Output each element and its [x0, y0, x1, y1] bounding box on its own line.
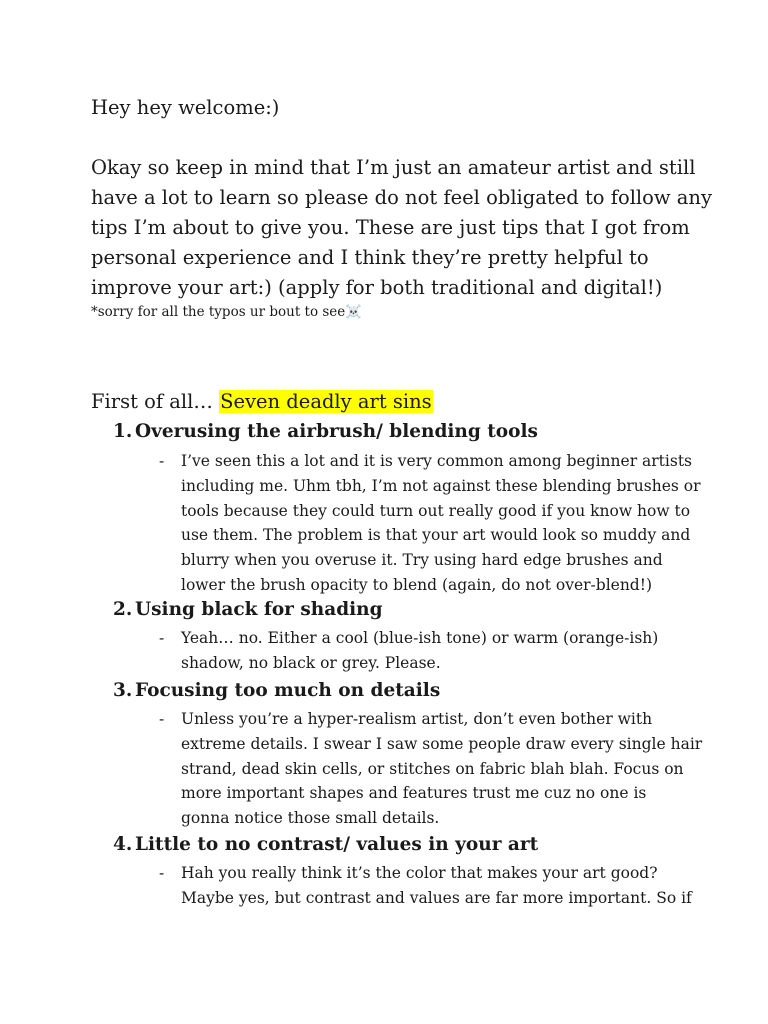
bullet-line: tools because they could turn out really good if you know how to: [181, 501, 691, 520]
sin-3-bullet: [181, 707, 702, 831]
bullet-line: Yeah… no. Either a cool (blue-ish tone) or warm (orange-ish): [181, 629, 659, 647]
bullet-line: Maybe yes, but contrast and values are far more important. So if: [181, 888, 692, 907]
sin-4-bullet: [181, 861, 692, 911]
typo-footnote: *sorry for all the typos ur bout to see☠️: [91, 304, 363, 320]
intro-line: have a lot to learn so please do not feel obligated to follow any: [91, 186, 712, 209]
sin-2-title-text: Using black for shading: [135, 599, 383, 620]
sin-1-title: [113, 420, 538, 444]
intro-line: personal experience and I think they’re pretty helpful to: [91, 246, 649, 269]
bullet-line: strand, dead skin cells, or stitches on fabric blah blah. Focus on: [181, 759, 684, 778]
sin-1-title-text: Overusing the airbrush/ blending tools: [135, 421, 538, 442]
intro-line: tips I’m about to give you. These are just tips that I got from: [91, 216, 690, 239]
bullet-line: Hah you really think it’s the color that makes your art good?: [181, 864, 658, 882]
bullet-line: including me. Uhm tbh, I’m not against these blending brushes or: [181, 476, 701, 495]
sin-2-bullet-marker: -: [159, 629, 165, 647]
sin-4-bullet-marker: -: [159, 864, 165, 882]
bullet-line: Unless you’re a hyper-realism artist, don’t even bother with: [181, 710, 653, 728]
sin-1-number: 1.: [113, 421, 133, 442]
sin-3-title: [113, 679, 440, 703]
bullet-line: shadow, no black or grey. Please.: [181, 653, 441, 672]
bullet-line: I’ve seen this a lot and it is very common among beginner artists: [181, 452, 693, 470]
bullet-line: gonna notice those small details.: [181, 809, 440, 828]
sin-4-number: 4.: [113, 834, 133, 855]
intro-paragraph: [91, 153, 712, 303]
bullet-line: use them. The problem is that your art would look so muddy and: [181, 526, 691, 545]
sin-3-number: 3.: [113, 680, 133, 701]
intro-line: Okay so keep in mind that I’m just an amateur artist and still: [91, 156, 696, 179]
sin-4-title: [113, 833, 538, 857]
intro-line: improve your art:) (apply for both traditional and digital!): [91, 276, 663, 299]
sin-2-title: [113, 598, 383, 622]
sin-3-bullet-marker: -: [159, 710, 165, 728]
bullet-line: more important shapes and features trust me cuz no one is: [181, 784, 647, 803]
sin-4-title-text: Little to no contrast/ values in your art: [135, 834, 539, 855]
section-heading: [91, 389, 433, 415]
sin-2-bullet: [181, 626, 658, 676]
greeting-text: Hey hey welcome:): [91, 96, 280, 119]
sin-2-number: 2.: [113, 599, 133, 620]
section-heading-prefix: First of all…: [91, 390, 220, 413]
sin-1-bullet: [181, 449, 701, 598]
sin-3-title-text: Focusing too much on details: [135, 680, 441, 701]
highlighted-heading: Seven deadly art sins: [220, 390, 432, 413]
bullet-line: extreme details. I swear I saw some people draw every single hair: [181, 734, 703, 753]
bullet-line: blurry when you overuse it. Try using hard edge brushes and: [181, 551, 663, 570]
sin-1-bullet-marker: -: [159, 452, 165, 470]
bullet-line: lower the brush opacity to blend (again, do not over-blend!): [181, 575, 653, 594]
